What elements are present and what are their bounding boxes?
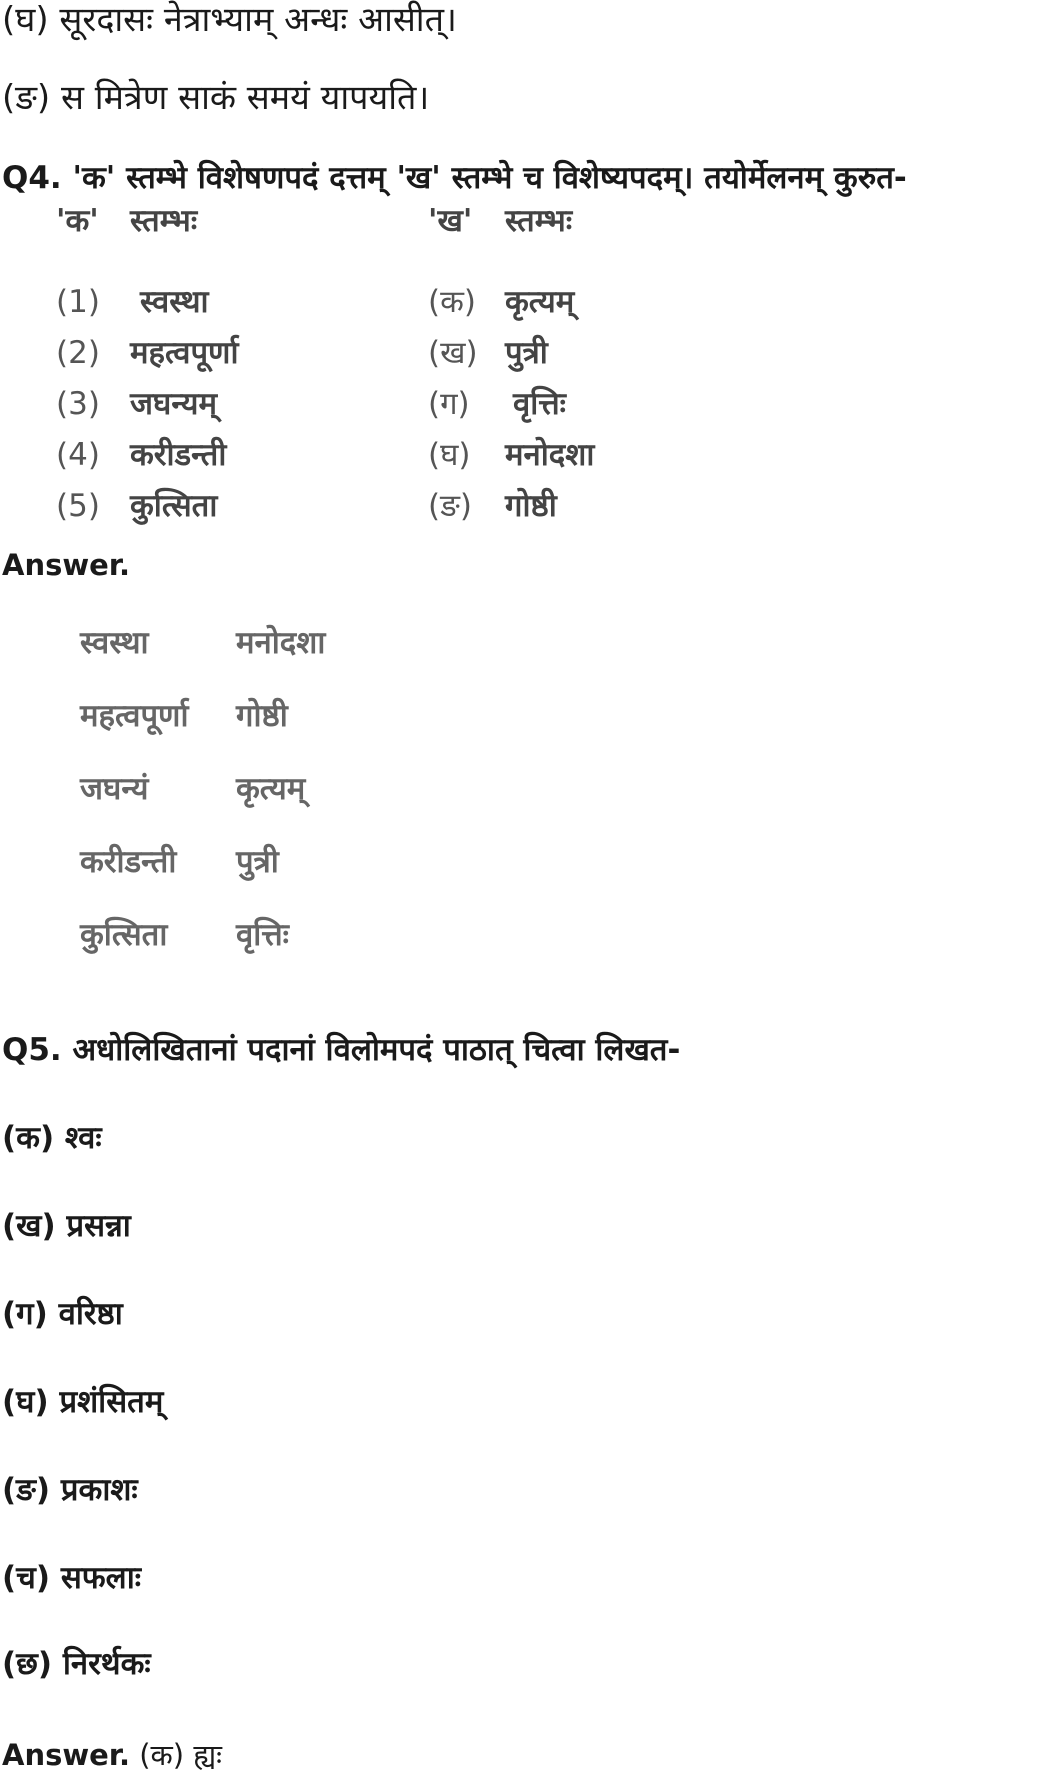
q5-number: Q5. bbox=[2, 1032, 62, 1068]
sentence-nga: (ङ) स मित्रेण साकं समयं यापयति। bbox=[2, 78, 430, 118]
q5-item-kha: (ख) प्रसन्ना bbox=[2, 1208, 131, 1244]
kha-item: पुत्री bbox=[505, 335, 548, 371]
q5-item-ga: (ग) वरिष्ठा bbox=[2, 1296, 123, 1332]
answer-ka: महत्वपूर्णा bbox=[80, 698, 189, 734]
answer-kha: मनोदशा bbox=[236, 625, 326, 661]
q5-item-ka: (क) श्वः bbox=[2, 1120, 102, 1156]
answer-ka: जघन्यं bbox=[80, 771, 149, 807]
q5-answer-label: Answer. bbox=[2, 1738, 130, 1772]
row-letter: (घ) bbox=[428, 437, 471, 473]
q5-text: अधोलिखितानां पदानां विलोमपदं पाठात् चित्वा लिखत- bbox=[72, 1032, 681, 1068]
ka-item: जघन्यम् bbox=[130, 386, 217, 422]
ka-item: स्वस्था bbox=[140, 284, 209, 320]
row-letter: (ख) bbox=[428, 335, 478, 371]
kha-item: कृत्यम् bbox=[505, 284, 575, 320]
q5-item-cha: (च) सफलाः bbox=[2, 1560, 141, 1596]
q4-text: 'क' स्तम्भे विशेषणपदं दत्तम् 'ख' स्तम्भे च विशेष्यपदम्। तयोर्मेलनम् कुरुत- bbox=[72, 160, 907, 196]
ka-item: महत्वपूर्णा bbox=[130, 335, 239, 371]
ka-item: कुत्सिता bbox=[130, 488, 218, 524]
q4-answer-label: Answer. bbox=[2, 548, 130, 582]
q5-answer bbox=[2, 1735, 222, 1775]
col-kha-title: स्तम्भः bbox=[505, 203, 573, 239]
row-number: (5) bbox=[56, 488, 100, 524]
kha-item: गोष्ठी bbox=[505, 488, 557, 524]
row-number: (1) bbox=[56, 284, 100, 320]
answer-ka: करीडन्ती bbox=[80, 844, 177, 880]
row-number: (3) bbox=[56, 386, 100, 422]
sentence-gha: (घ) सूरदासः नेत्राभ्याम् अन्धः आसीत्। bbox=[2, 0, 457, 40]
q5-answer-first: (क) ह्यः bbox=[139, 1738, 223, 1772]
row-number: (4) bbox=[56, 437, 100, 473]
row-letter: (ङ) bbox=[428, 488, 472, 524]
col-kha-label: 'ख' bbox=[428, 203, 473, 239]
answer-kha: वृत्तिः bbox=[236, 917, 289, 953]
q4-heading bbox=[2, 158, 907, 198]
answer-ka: स्वस्था bbox=[80, 625, 149, 661]
row-number: (2) bbox=[56, 335, 100, 371]
row-letter: (क) bbox=[428, 284, 476, 320]
kha-item: मनोदशा bbox=[505, 437, 595, 473]
kha-item: वृत्तिः bbox=[513, 386, 566, 422]
ka-item: करीडन्ती bbox=[130, 437, 227, 473]
q5-item-chha: (छ) निरर्थकः bbox=[2, 1646, 151, 1682]
row-letter: (ग) bbox=[428, 386, 470, 422]
q5-item-nga: (ङ) प्रकाशः bbox=[2, 1472, 138, 1508]
answer-kha: गोष्ठी bbox=[236, 698, 288, 734]
col-ka-title: स्तम्भः bbox=[130, 203, 198, 239]
answer-kha: कृत्यम् bbox=[236, 771, 306, 807]
q5-item-gha: (घ) प्रशंसितम् bbox=[2, 1384, 164, 1420]
q5-heading bbox=[2, 1030, 680, 1070]
answer-kha: पुत्री bbox=[236, 844, 279, 880]
col-ka-label: 'क' bbox=[56, 203, 99, 239]
answer-ka: कुत्सिता bbox=[80, 917, 168, 953]
q4-number: Q4. bbox=[2, 160, 62, 196]
